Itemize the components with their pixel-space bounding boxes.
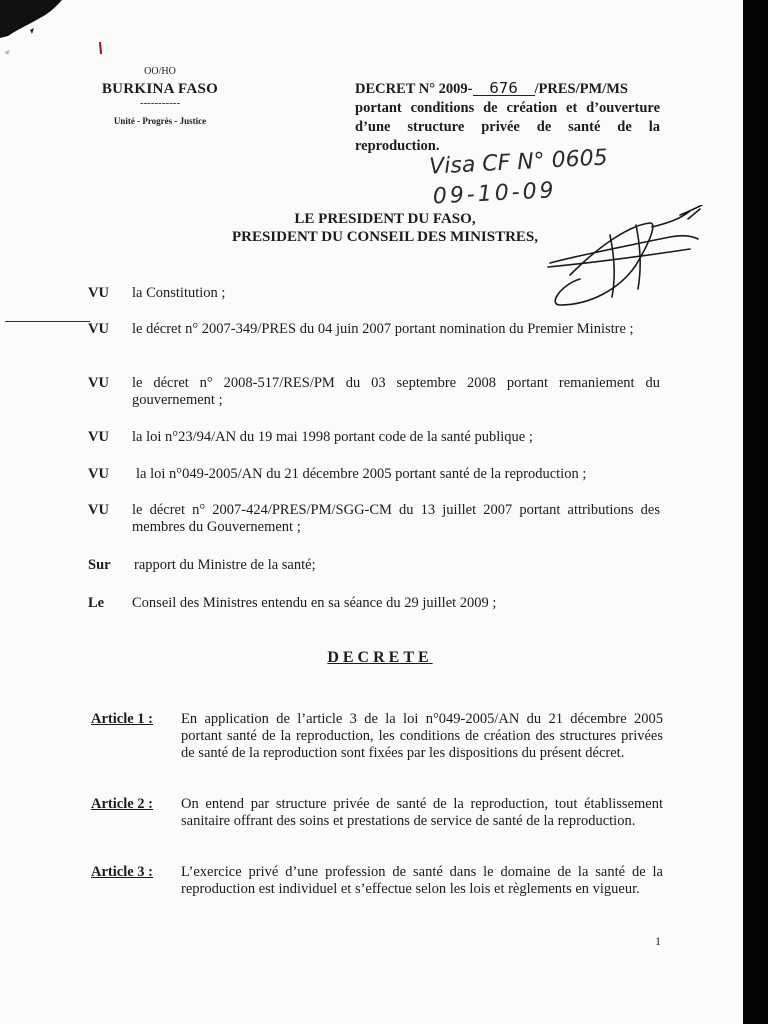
president-title xyxy=(150,210,620,246)
consideration-text: rapport du Ministre de la santé; xyxy=(134,557,316,573)
torn-corner-mark xyxy=(0,0,80,60)
article-text: L’exercice privé d’une profession de santé dans le domaine de la santé de la reproduction est individuel et s’effectue selon les lois et règlements en vigueur. xyxy=(181,864,663,897)
consideration-label: VU xyxy=(88,466,109,482)
consideration-text: la loi n°23/94/AN du 19 mai 1998 portant code de la santé publique ; xyxy=(132,429,533,445)
article-label: Article 1 : xyxy=(91,711,153,727)
consideration-text: la loi n°049-2005/AN du 21 décembre 2005 portant santé de la reproduction ; xyxy=(136,466,587,482)
consideration-label: VU xyxy=(88,285,109,301)
consideration-label: VU xyxy=(88,321,109,337)
visa-line-2: 09-10-09 xyxy=(432,178,558,210)
consideration-text: le décret n° 2008-517/RES/PM du 03 septembre 2008 portant remaniement du gouvernement ; xyxy=(132,375,660,408)
president-line-1: LE PRESIDENT DU FASO, xyxy=(294,211,476,227)
article-label: Article 2 : xyxy=(91,796,153,812)
article-text: On entend par structure privée de santé de la reproduction, tout établissement sanitaire offrant des soins et prestations de service de santé de la reproduction. xyxy=(181,796,663,829)
header-left xyxy=(70,66,250,126)
decree-number-handwritten: 676 xyxy=(473,81,535,96)
page-number: 1 xyxy=(655,934,661,948)
consideration-text: Conseil des Ministres entendu en sa séance du 29 juillet 2009 ; xyxy=(132,595,497,611)
scan-border-right xyxy=(743,0,768,1024)
consideration-label: Le xyxy=(88,595,105,611)
consideration-text: le décret n° 2007-349/PRES du 04 juin 2007 portant nomination du Premier Ministre ; xyxy=(132,321,634,337)
consideration-label: Sur xyxy=(88,557,111,573)
decree-subject: portant conditions de création et d’ouverture d’une structure privée de santé de la reproduction. xyxy=(355,100,660,154)
strike-line xyxy=(5,321,90,322)
visa-handwritten xyxy=(429,143,610,212)
visa-line-1: Visa CF N° 0605 xyxy=(428,145,609,180)
article-label: Article 3 : xyxy=(91,864,153,880)
president-line-2: PRESIDENT DU CONSEIL DES MINISTRES, xyxy=(231,229,539,245)
header-separator: ----------- xyxy=(139,97,181,109)
consideration-text: la Constitution ; xyxy=(132,285,226,301)
decrete-title: DECRETE xyxy=(327,649,433,666)
red-mark xyxy=(96,40,104,56)
country-name: BURKINA FASO xyxy=(101,81,219,97)
consideration-text: le décret n° 2007-424/PRES/PM/SGG-CM du 13 juillet 2007 portant attributions des membres du Gouvernement ; xyxy=(132,502,660,535)
decree-number-suffix: /PRES/PM/MS xyxy=(534,81,628,97)
decree-number-prefix: DECRET N° 2009- xyxy=(355,81,473,97)
consideration-label: VU xyxy=(88,429,109,445)
consideration-label: VU xyxy=(88,502,109,518)
consideration-label: VU xyxy=(88,375,109,391)
national-motto: Unité - Progrès - Justice xyxy=(113,116,207,126)
article-text: En application de l’article 3 de la loi n°049-2005/AN du 21 décembre 2005 portant santé de la reproduction, les conditions de création des structures privées de santé de la reproduction sont fixées par les dispositions du présent décret. xyxy=(181,711,663,761)
decree-heading xyxy=(355,80,660,156)
reference-code: OO/HO xyxy=(144,66,176,77)
